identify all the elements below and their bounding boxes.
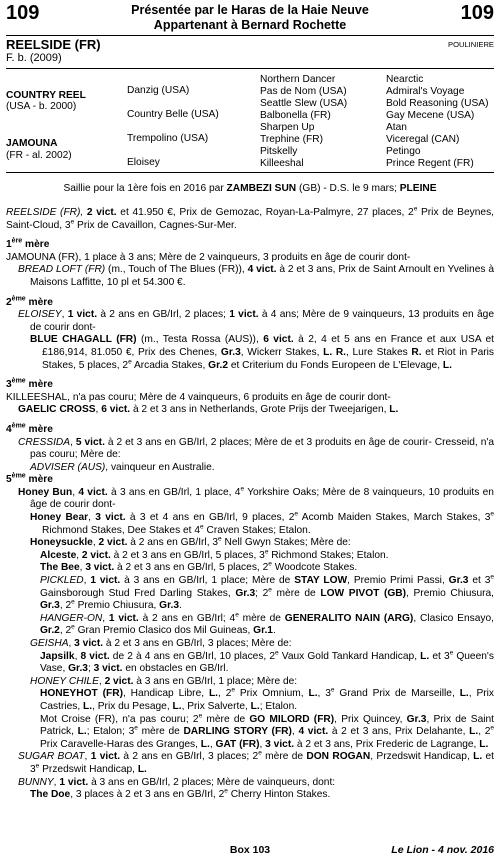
record-line: Alceste, 2 vict. à 2 et 3 ans en GB/Irl, 5 places, 3e Richmond Stakes; Etalon. (40, 548, 389, 561)
horse-description: F. b. (2009) (6, 52, 62, 64)
record-line: The Doe, 3 places à 2 et 3 ans en GB/Irl, 2e Cherry Hinton Stakes. (30, 787, 331, 801)
gen4-2: Admiral's Voyage (386, 86, 465, 97)
record-line: HONEYHOT (FR), Handicap Libre, L., 2e Prix Omnium, L., 3e Grand Prix de Marseille, L., Prix Castries, L., Prix du Pesage, L., Prix Salverte, L.; Etalon. (40, 686, 494, 712)
pedigree-top-divider (6, 68, 494, 69)
header-divider (6, 35, 494, 36)
sale-info: Le Lion - 4 nov. 2016 (391, 844, 494, 856)
lot-number-left: 109 (6, 2, 40, 24)
record-line: GEISHA, 3 vict. à 2 et 3 ans en GB/Irl, 3 places; Mère de: (30, 638, 292, 649)
gen4-7: Petingo (386, 146, 421, 157)
record-line: ELOISEY, 1 vict. à 2 ans en GB/Irl, 2 places; 1 vict. à 4 ans; Mère de 9 vainqueurs, 13 produits en âge de courir dont- (18, 309, 495, 333)
record-line: JAMOUNA (FR), 1 place à 3 ans; Mère de 2 vainqueurs, 3 produits en âge de courir dont- (6, 251, 411, 263)
gen2-dam-sire: Trempolino (USA) (127, 133, 209, 144)
record-line: Mot Croise (FR), n'a pas couru; 2e mère de GO MILORD (FR), Prix Quincey, Gr.3, Prix de Saint Patrick, L.; Etalon; 3e mère de DARLING STORY (FR), 4 vict. à 2 et 3 ans, Prix Delahante, L., 2e Prix Caravelle-Haras des Granges, L., GAT (FR), 3 vict. à 2 et 3 ans, Prix Frederic de Lagrange, L. (40, 712, 495, 750)
lot-number-right: 109 (460, 2, 494, 24)
dam-name: JAMOUNA (6, 138, 58, 149)
record-line: BREAD LOFT (FR) (m., Touch of The Blues (FR)), 4 vict. à 2 et 3 ans, Prix de Saint Arnoult en Yvelines à Maisons Laffitte, 10 pl et 54.300 €. (18, 264, 494, 288)
page-footer (6, 844, 494, 860)
gen2-sire-dam: Country Belle (USA) (127, 109, 219, 120)
sire-info: (USA - b. 2000) (6, 101, 77, 112)
box-number: Box 103 (229, 844, 271, 856)
record-line: BLUE CHAGALL (FR) (m., Testa Rossa (AUS)), 6 vict. à 2, 4 et 5 ans en France et aux USA et £186,914, 81.050 €, Prix des Chenes, Gr.3, Wickerr Stakes, L. R., Lure Stakes R. et Riot in Paris Stakes, 5 places, 2e Arcadia Stakes, Gr.2 et Criterium du Fonds Europeen de L'Elevage, L. (30, 334, 495, 371)
record-line: REELSIDE (FR), 2 vict. et 41.950 €, Prix de Gemozac, Royan-La-Palmyre, 27 places, 2e Prix de Beynes, Saint-Cloud, 3e Prix de Cavaillon, Cagnes-Sur-Mer. (6, 205, 494, 231)
gen4-1: Nearctic (386, 74, 424, 85)
gen3-4: Balbonella (FR) (260, 110, 331, 121)
gen2-sire-sire: Danzig (USA) (127, 85, 190, 96)
record-line: BUNNY, 1 vict. à 3 ans en GB/Irl, 2 places; Mère de vainqueurs, dont: (18, 776, 336, 788)
record-line: ADVISER (AUS), vainqueur en Australie. (30, 461, 215, 473)
gen4-3: Bold Reasoning (USA) (386, 98, 489, 109)
gen4-5: Atan (386, 122, 407, 133)
pedigree-bottom-divider (6, 172, 494, 173)
sire-name: COUNTRY REEL (6, 90, 86, 101)
record-line: HONEY CHILE, 2 vict. à 3 ans en GB/Irl, 1 place; Mère de: (30, 675, 298, 687)
record-line: HANGER-ON, 1 vict. à 2 ans en GB/Irl; 4e mère de GENERALITO NAIN (ARG), Clasico Ensayo, Gr.2, 2e Gran Premio Clasico dos Mil Guineas, Gr.1. (40, 611, 494, 637)
record-line: 1ère mère (6, 237, 50, 251)
record-line: 4ème mère (6, 422, 53, 435)
record-line: KILLEESHAL, n'a pas couru; Mère de 4 vainqueurs, 6 produits en âge de courir dont- (6, 391, 391, 403)
record-line: CRESSIDA, 5 vict. à 2 et 3 ans en GB/Irl, 2 places; Mère de et 3 produits en âge de courir- Cresseid, n'a pas couru; Mère de: (18, 436, 494, 461)
dam-info: (FR - al. 2002) (6, 150, 72, 161)
record-line: The Bee, 3 vict. à 2 et 3 ans en GB/Irl, 5 places, 2e Woodcote Stakes. (40, 561, 358, 574)
record-line: Honeysuckle, 2 vict. à 2 ans en GB/Irl, 3e Nell Gwyn Stakes; Mère de: (30, 535, 351, 549)
record-line: GAELIC CROSS, 6 vict. à 2 et 3 ans in Netherlands, Grote Prijs der Tweejarigen, L. (18, 404, 399, 416)
gen2-dam-dam: Eloisey (127, 157, 160, 168)
covering-info: Saillie pour la 1ère fois en 2016 par ZAMBEZI SUN (GB) - D.S. le 9 mars; PLEINE (63, 183, 437, 194)
record-line: SUGAR BOAT, 1 vict. à 2 ans en GB/Irl, 3 places; 2e mère de DON ROGAN, Przedswit Handicap, L. et 3e Przedswit Handicap, L. (18, 749, 494, 775)
gen3-5: Sharpen Up (260, 122, 315, 133)
record-line: Japsilk, 8 vict. de 2 à 4 ans en GB/Irl, 10 places, 2e Vaux Gold Tankard Handicap, L. et 3e Queen's Vase, Gr.3; 3 vict. en obstacles en GB/Irl. (40, 649, 494, 675)
gen4-8: Prince Regent (FR) (386, 158, 474, 169)
record-line: Honey Bear, 3 vict. à 3 et 4 ans en GB/Irl, 9 places, 2e Acomb Maiden Stakes, March Stakes, 3e Richmond Stakes, Dee Stakes et 4e Craven Stakes; Etalon. (30, 510, 494, 536)
category-label: POULINIERE (448, 40, 494, 49)
gen4-4: Gay Mecene (USA) (386, 110, 475, 121)
record-line: PICKLED, 1 vict. à 3 ans en GB/Irl, 1 place; Mère de STAY LOW, Premio Primi Passi, Gr.3 et 3e Gainsborough Stud Fred Darling Stakes, Gr.3; 2e mère de LOW PIVOT (GB), Premio Chiusura, Gr.3, 2e Premio Chiusura, Gr.3. (40, 573, 495, 612)
gen3-2: Pas de Nom (USA) (260, 86, 347, 97)
gen3-1: Northern Dancer (260, 74, 336, 85)
record-line: 2ème mère (6, 295, 53, 308)
produce-record (6, 207, 494, 802)
record-line: 3ème mère (6, 377, 53, 391)
catalogue-header (6, 2, 494, 34)
horse-name: REELSIDE (FR) (6, 37, 101, 52)
consignor-title: Présentée par le Haras de la Haie Neuve Appartenant à Bernard Rochette (131, 3, 369, 32)
gen3-6: Trephine (FR) (260, 134, 324, 145)
record-line: Honey Bun, 4 vict. à 3 ans en GB/Irl, 1 place, 4e Yorkshire Oaks; Mère de 8 vainqueurs, 10 produits en âge de courir dont- (18, 485, 494, 511)
record-line: 5ème mère (6, 472, 53, 486)
gen4-6: Viceregal (CAN) (386, 134, 460, 145)
gen3-8: Killeeshal (260, 158, 304, 169)
gen3-3: Seattle Slew (USA) (260, 98, 348, 109)
gen3-7: Pitskelly (260, 146, 298, 157)
